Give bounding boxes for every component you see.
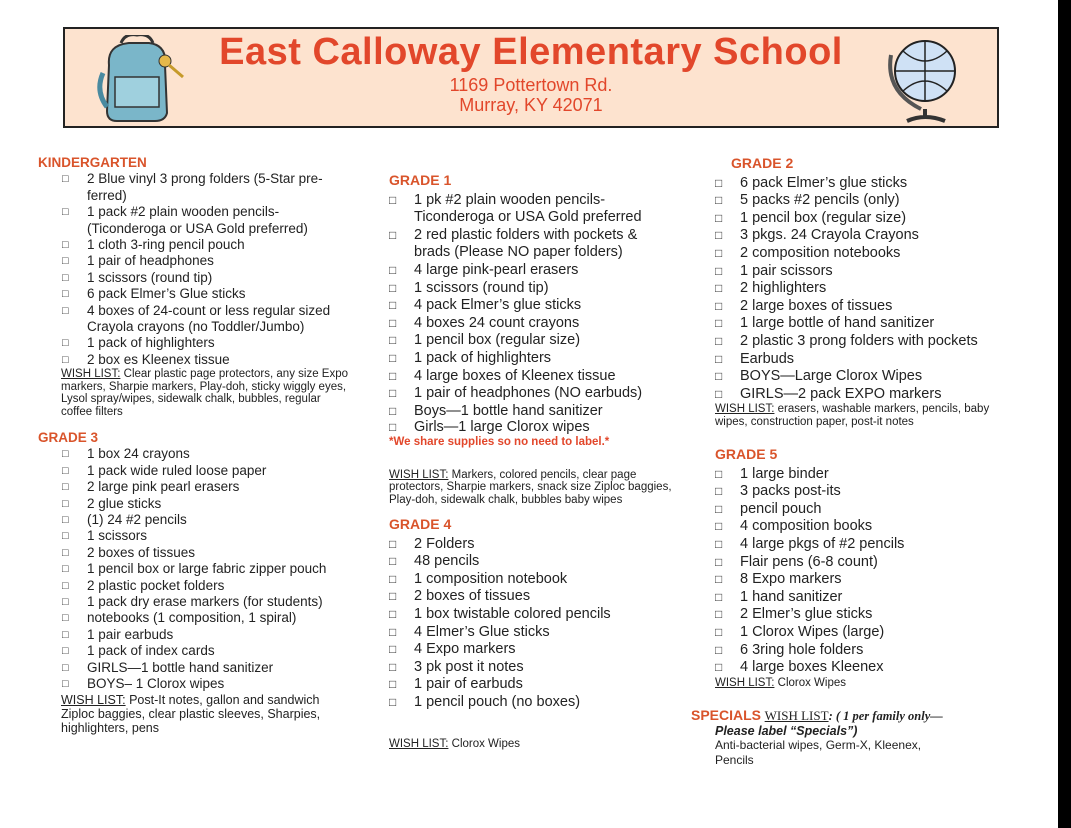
list-item (62, 643, 356, 659)
grade5-section (715, 446, 1015, 689)
wish-list-text: Clorox Wipes (774, 676, 847, 689)
item-text: 2 Blue vinyl 3 prong folders (5-Star pre- ferred) (87, 171, 323, 203)
item-text: 3 pkgs. 24 Crayola Crayons (740, 227, 919, 244)
list-item (715, 642, 1015, 660)
item-text: 1 scissors (87, 528, 148, 544)
list-item (389, 588, 689, 606)
wish-list-label: WISH LIST: (389, 737, 449, 750)
grade5-heading: GRADE 5 (715, 446, 778, 462)
item-text: BOYS– 1 Clorox wipes (87, 676, 225, 692)
list-item (389, 571, 689, 589)
grade4-section (389, 516, 689, 750)
item-text: 1 pencil box or large fabric zipper pouch (87, 561, 327, 577)
list-item (715, 501, 1015, 519)
specials-detail: : ( 1 per family only— (828, 709, 943, 723)
list-item (62, 676, 356, 692)
school-name: East Calloway Elementary School (219, 31, 843, 73)
list-item (715, 536, 1015, 554)
item-text: 1 scissors (round tip) (414, 279, 549, 296)
item-text: 1 hand sanitizer (740, 588, 843, 605)
specials-heading: SPECIALS (691, 707, 762, 723)
item-text: 1 cloth 3-ring pencil pouch (87, 237, 245, 253)
item-text: 1 composition notebook (414, 570, 568, 587)
list-item (715, 571, 1015, 589)
item-text: 1 pair of headphones (NO earbuds) (414, 385, 643, 402)
list-item (62, 286, 356, 302)
item-text: Girls—1 large Clorox wipes (414, 419, 590, 436)
list-item (389, 641, 689, 659)
item-text: 2 box es Kleenex tissue (87, 351, 230, 367)
item-text: 4 Elmer’s Glue sticks (414, 623, 550, 640)
wish-list-text: Clear plastic page protectors, any size Expo markers, Sharpie markers, Play-doh, sticky wiggly eyes, Lysol spray/wipes, sidewalk chalk, bubbles, regular coffee filters (61, 368, 348, 418)
item-text: 8 Expo markers (740, 571, 842, 588)
list-item (62, 594, 356, 610)
list-item (715, 192, 1015, 210)
list-item (715, 659, 1015, 677)
item-text: 2 Folders (414, 535, 475, 552)
list-item (715, 518, 1015, 536)
specials-section (691, 707, 991, 768)
list-item (62, 545, 356, 561)
page-edge-bar (1058, 0, 1071, 828)
specials-detail-line2: Please label “Specials”) (715, 724, 858, 739)
list-item (389, 385, 689, 403)
school-header (63, 27, 999, 128)
list-item (389, 280, 689, 298)
item-text: 6 pack Elmer’s glue sticks (740, 174, 908, 191)
list-item (389, 536, 689, 554)
grade3-heading: GRADE 3 (38, 430, 99, 445)
list-item (62, 479, 356, 495)
list-item (62, 578, 356, 594)
item-text: 4 large pink-pearl erasers (414, 261, 579, 278)
list-item (715, 333, 1015, 351)
grade4-wish-list (389, 738, 689, 751)
list-item (389, 624, 689, 642)
wish-list-text: Clorox Wipes (448, 737, 521, 750)
item-text: 1 pair of earbuds (414, 676, 523, 693)
item-text: 2 boxes of tissues (414, 588, 531, 605)
grade4-heading: GRADE 4 (389, 516, 452, 532)
kindergarten-heading: KINDERGARTEN (38, 155, 147, 170)
list-item (62, 496, 356, 512)
list-item (715, 606, 1015, 624)
wish-list-label: WISH LIST: (389, 468, 449, 481)
list-item (62, 352, 356, 368)
wish-list-label: WISH LIST: (715, 403, 775, 416)
list-item (715, 227, 1015, 245)
grade1-heading: GRADE 1 (389, 172, 452, 188)
list-item (389, 694, 689, 712)
item-text: 1 pair of headphones (87, 253, 214, 269)
item-text: Earbuds (740, 350, 795, 367)
list-item (389, 227, 689, 262)
list-item (62, 528, 356, 544)
item-text: 3 packs post-its (740, 483, 841, 500)
item-text: 2 plastic 3 prong folders with pockets (740, 332, 978, 349)
list-item (62, 446, 356, 462)
item-text: Flair pens (6-8 count) (740, 553, 878, 570)
list-item (389, 192, 689, 227)
globe-icon (883, 31, 969, 127)
list-item (62, 335, 356, 351)
item-text: 1 large bottle of hand sanitizer (740, 315, 935, 332)
list-item (715, 351, 1015, 369)
list-item (62, 204, 356, 237)
wish-list-label: WISH LIST: (61, 692, 126, 707)
kindergarten-wish-list (38, 368, 351, 418)
list-item (389, 420, 689, 434)
item-text: GIRLS—1 bottle hand sanitizer (87, 659, 274, 675)
item-text: 1 pack wide ruled loose paper (87, 462, 267, 478)
grade3-section (38, 430, 356, 735)
list-item (715, 554, 1015, 572)
list-item (715, 298, 1015, 316)
item-text: 1 pack of highlighters (414, 349, 552, 366)
list-item (715, 175, 1015, 193)
item-text: 4 boxes 24 count crayons (414, 314, 580, 331)
item-text: 4 pack Elmer’s glue sticks (414, 297, 582, 314)
item-text: 6 pack Elmer’s Glue sticks (87, 286, 246, 302)
list-item (715, 466, 1015, 484)
wish-list-text: erasers, washable markers, pencils, baby wipes, construction paper, post-it notes (715, 403, 990, 428)
list-item (389, 403, 689, 421)
item-text: notebooks (1 composition, 1 spiral) (87, 610, 297, 626)
item-text: Boys—1 bottle hand sanitizer (414, 402, 603, 419)
item-text: 1 pack #2 plain wooden pencils- (Ticonderoga or USA Gold preferred) (87, 204, 308, 236)
list-item (62, 610, 356, 626)
item-text: 1 large binder (740, 465, 829, 482)
item-text: 1 pack of index cards (87, 643, 215, 659)
list-item (62, 270, 356, 286)
list-item (715, 263, 1015, 281)
list-item (715, 589, 1015, 607)
item-text: 4 large boxes of Kleenex tissue (414, 367, 616, 384)
list-item (62, 561, 356, 577)
list-item (715, 245, 1015, 263)
list-item (389, 350, 689, 368)
item-text: 1 box twistable colored pencils (414, 605, 611, 622)
list-item (389, 262, 689, 280)
item-text: 1 pair earbuds (87, 626, 174, 642)
item-text: GIRLS—2 pack EXPO markers (740, 385, 942, 402)
list-item (62, 627, 356, 643)
list-item (62, 171, 356, 204)
item-text: 4 Expo markers (414, 641, 516, 658)
grade1-note: *We share supplies so no need to label.* (389, 436, 610, 449)
grade2-wish-list (715, 403, 1015, 428)
list-item (389, 297, 689, 315)
wish-list-text: Post-It notes, gallon and sandwich Ziploc baggies, clear plastic sleeves, Sharpies, highlighters, pens (61, 692, 321, 735)
grade3-wish-list (38, 693, 351, 735)
item-text: 4 boxes of 24-count or less regular sized Crayola crayons (no Toddler/Jumbo) (87, 302, 331, 335)
item-text: 1 box 24 crayons (87, 446, 190, 462)
item-text: 2 large boxes of tissues (740, 297, 893, 314)
item-text: 1 Clorox Wipes (large) (740, 623, 885, 640)
item-text: 4 composition books (740, 518, 873, 535)
item-text: 2 red plastic folders with pockets & brads (Please NO paper folders) (414, 226, 638, 261)
list-item (715, 280, 1015, 298)
item-text: 1 pair scissors (740, 262, 833, 279)
item-text: 2 large pink pearl erasers (87, 479, 240, 495)
item-text: 4 large pkgs of #2 pencils (740, 535, 905, 552)
list-item (389, 606, 689, 624)
item-text: 48 pencils (414, 553, 480, 570)
item-text: 2 composition notebooks (740, 244, 901, 261)
specials-items: Anti-bacterial wipes, Germ-X, Kleenex, Pencils (715, 738, 922, 768)
item-text: (1) 24 #2 pencils (87, 512, 187, 528)
list-item (389, 332, 689, 350)
list-item (389, 553, 689, 571)
item-text: 1 pencil pouch (no boxes) (414, 693, 581, 710)
grade1-wish-list (389, 469, 679, 507)
list-item (62, 660, 356, 676)
item-text: 1 scissors (round tip) (87, 269, 213, 285)
wish-list-text: Markers, colored pencils, clear page protectors, Sharpie markers, snack size Ziploc baggies, Play-doh, sidewalk chalk, bubbles baby wipes (389, 468, 672, 506)
list-item (715, 386, 1015, 404)
list-item (389, 315, 689, 333)
item-text: 2 boxes of tissues (87, 544, 196, 560)
list-item (389, 659, 689, 677)
list-item (715, 624, 1015, 642)
wish-list-label: WISH LIST: (61, 368, 121, 381)
grade2-heading: GRADE 2 (731, 155, 794, 171)
item-text: 2 highlighters (740, 280, 827, 297)
list-item (62, 512, 356, 528)
city-address: Murray, KY 42071 (459, 95, 603, 115)
wish-list-label: WISH LIST: (715, 676, 775, 689)
item-text: 5 packs #2 pencils (only) (740, 192, 900, 209)
grade5-wish-list (715, 677, 1015, 690)
list-item (715, 210, 1015, 228)
item-text: 3 pk post it notes (414, 658, 524, 675)
list-item (62, 253, 356, 269)
grade2-section (715, 155, 1015, 428)
grade1-section (389, 172, 689, 506)
item-text: pencil pouch (740, 500, 822, 517)
kindergarten-section (38, 155, 356, 418)
item-text: BOYS—Large Clorox Wipes (740, 368, 923, 385)
item-text: 1 pk #2 plain wooden pencils- Ticonderoga or USA Gold preferred (414, 191, 642, 226)
item-text: 2 glue sticks (87, 495, 162, 511)
list-item (389, 676, 689, 694)
list-item (389, 368, 689, 386)
list-item (715, 315, 1015, 333)
item-text: 2 plastic pocket folders (87, 577, 225, 593)
street-address: 1169 Pottertown Rd. (449, 75, 613, 95)
list-item (62, 237, 356, 253)
item-text: 1 pack of highlighters (87, 335, 215, 351)
item-text: 6 3ring hole folders (740, 641, 864, 658)
list-item (62, 463, 356, 479)
item-text: 2 Elmer’s glue sticks (740, 606, 873, 623)
item-text: 1 pack dry erase markers (for students) (87, 594, 323, 610)
item-text: 1 pencil box (regular size) (740, 209, 907, 226)
item-text: 4 large boxes Kleenex (740, 659, 884, 676)
list-item (715, 368, 1015, 386)
list-item (715, 483, 1015, 501)
item-text: 1 pencil box (regular size) (414, 332, 581, 349)
list-item (62, 303, 356, 336)
specials-wish-label: WISH LIST (764, 708, 829, 723)
